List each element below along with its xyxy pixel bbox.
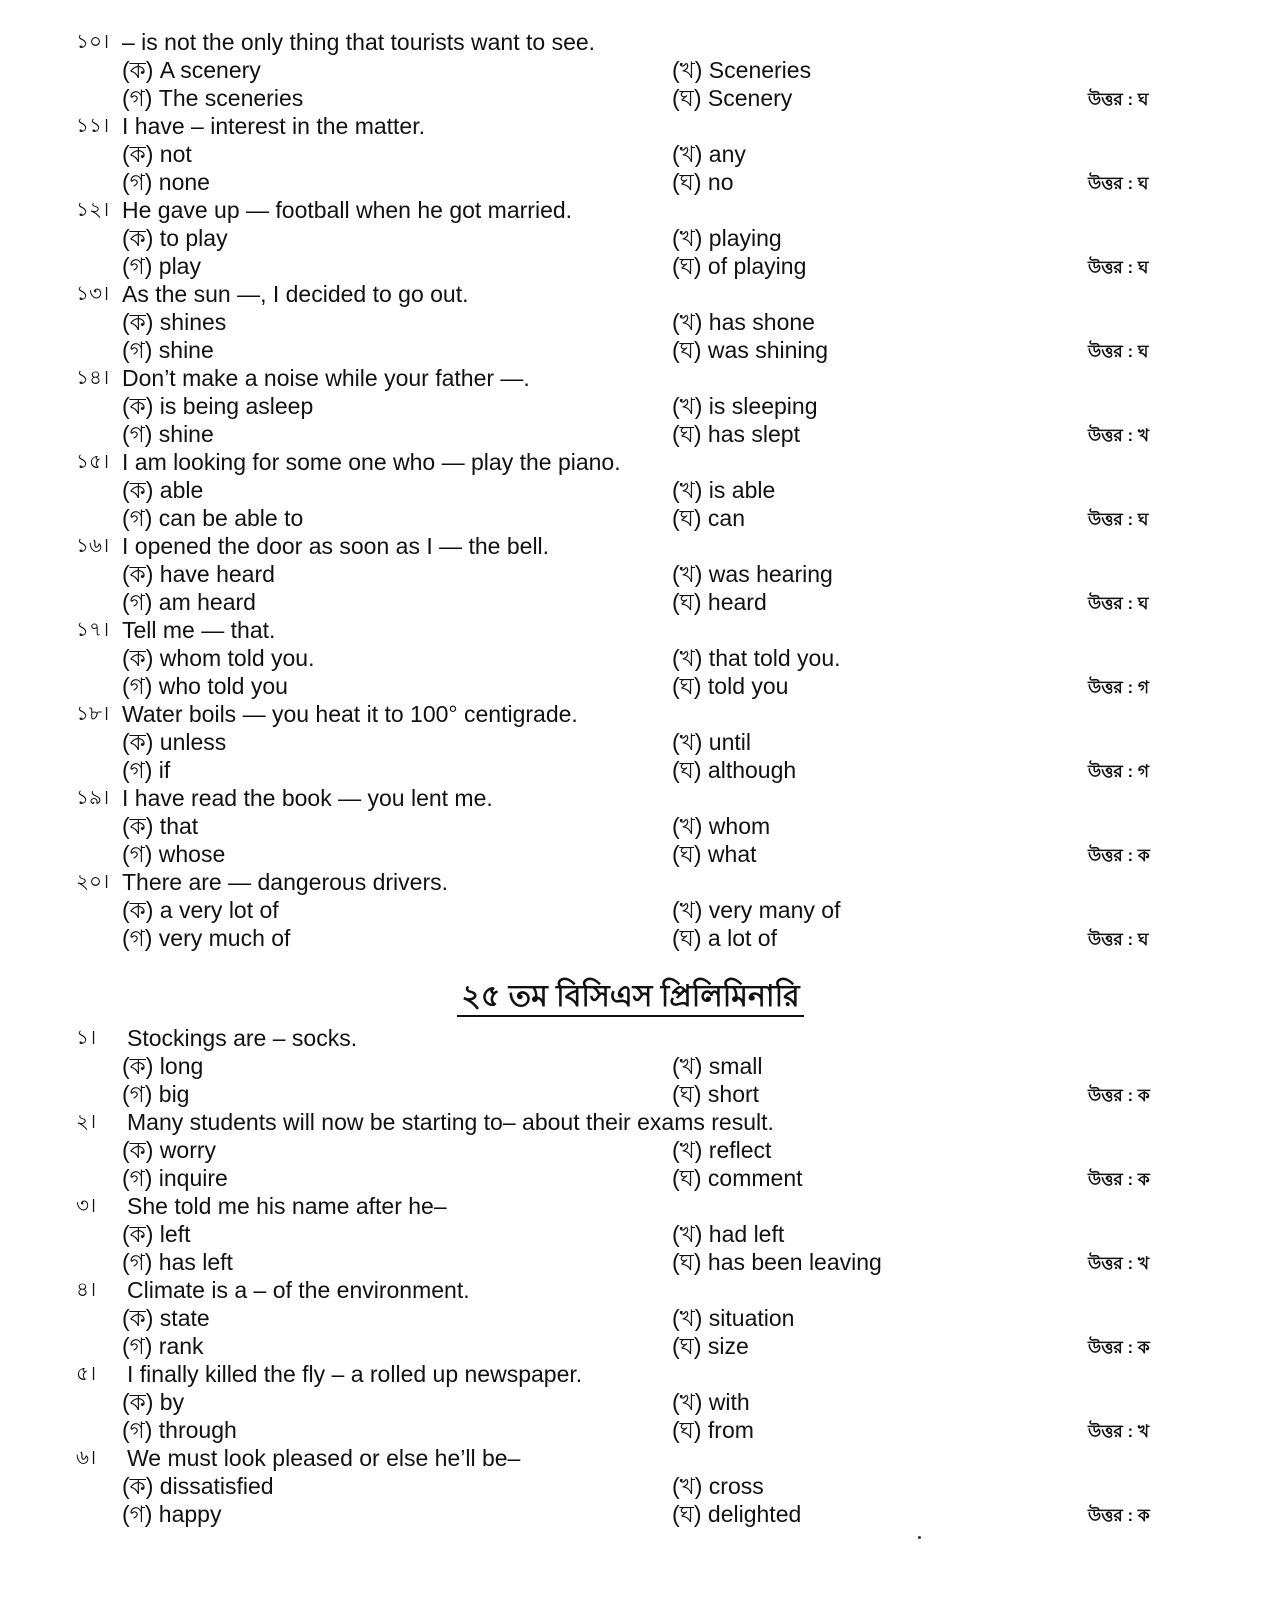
question-text: Don’t make a noise while your father —. [122,365,530,391]
option-gha: (ঘ) size [672,1333,749,1359]
section-heading-text: ২৫ তম বিসিএস প্রিলিমিনারি [457,980,803,1017]
stray-mark [918,1536,921,1539]
option-gha: (ঘ) although [672,757,797,783]
question-line [0,784,1261,812]
option-ka: (ক) state [122,1305,210,1331]
option-ka: (ক) is being asleep [122,393,314,419]
question-line [0,1360,1261,1388]
options-row [0,1388,1261,1416]
options-row [0,812,1261,840]
options-row [0,1332,1261,1360]
options-row [0,1500,1261,1528]
question-line [0,364,1261,392]
option-ka: (ক) shines [122,309,227,335]
answer-label: উত্তর : ঘ [1088,342,1149,361]
section-heading [0,972,1261,1023]
question-number: ১৪। [76,367,110,389]
question-text: – is not the only thing that tourists want to see. [122,29,596,55]
question-section-2 [0,1024,1261,1528]
option-ga: (গ) can be able to [122,505,304,531]
option-kha: (খ) whom [672,813,771,839]
option-ka: (ক) unless [122,729,227,755]
option-gha: (ঘ) of playing [672,253,807,279]
question-text: Many students will now be starting to– about their exams result. [127,1109,774,1135]
options-row [0,896,1261,924]
options-row [0,1248,1261,1276]
question-line [0,1108,1261,1136]
answer-label: উত্তর : ক [1088,846,1150,865]
option-ka: (ক) A scenery [122,57,261,83]
question-number: ১৩। [76,283,110,305]
question-text: We must look pleased or else he’ll be– [127,1445,521,1471]
option-kha: (খ) that told you. [672,645,841,671]
option-ga: (গ) happy [122,1501,222,1527]
options-row [0,1220,1261,1248]
option-ga: (গ) play [122,253,201,279]
options-row [0,1164,1261,1192]
question-number: ২। [76,1111,97,1133]
option-gha: (ঘ) no [672,169,734,195]
option-kha: (খ) has shone [672,309,815,335]
question-number: ৪। [76,1279,97,1301]
option-ka: (ক) whom told you. [122,645,315,671]
question-number: ২০। [76,871,110,893]
question-line [0,448,1261,476]
options-row [0,504,1261,532]
options-row [0,252,1261,280]
options-row [0,560,1261,588]
option-gha: (ঘ) Scenery [672,85,793,111]
option-gha: (ঘ) can [672,505,745,531]
options-row [0,644,1261,672]
options-row [0,924,1261,952]
option-gha: (ঘ) what [672,841,757,867]
answer-label: উত্তর : ঘ [1088,594,1149,613]
answer-label: উত্তর : ক [1088,1338,1150,1357]
question-number: ১৭। [76,619,110,641]
question-number: ১২। [76,199,110,221]
answer-label: উত্তর : গ [1088,762,1150,781]
options-row [0,728,1261,756]
option-kha: (খ) until [672,729,752,755]
options-row [0,1304,1261,1332]
answer-label: উত্তর : ঘ [1088,258,1149,277]
question-line [0,1192,1261,1220]
question-line [0,1276,1261,1304]
option-ka: (ক) a very lot of [122,897,279,923]
question-number: ১৮। [76,703,110,725]
option-kha: (খ) very many of [672,897,841,923]
answer-label: উত্তর : ক [1088,1086,1150,1105]
option-ka: (ক) left [122,1221,191,1247]
option-ga: (গ) very much of [122,925,291,951]
option-ka: (ক) long [122,1053,204,1079]
option-kha: (খ) playing [672,225,782,251]
option-ga: (গ) shine [122,337,214,363]
option-ga: (গ) whose [122,841,226,867]
options-row [0,224,1261,252]
options-row [0,168,1261,196]
option-ka: (ক) not [122,141,192,167]
option-gha: (ঘ) from [672,1417,754,1443]
options-row [0,476,1261,504]
option-ka: (ক) dissatisfied [122,1473,274,1499]
option-kha: (খ) Sceneries [672,57,812,83]
option-gha: (ঘ) heard [672,589,767,615]
question-text: I have read the book — you lent me. [122,785,493,811]
answer-label: উত্তর : খ [1088,1422,1150,1441]
option-ka: (ক) able [122,477,204,503]
question-item [0,1108,1261,1192]
answer-label: উত্তর : ক [1088,1170,1150,1189]
answer-label: উত্তর : খ [1088,426,1150,445]
question-text: There are — dangerous drivers. [122,869,448,895]
option-gha: (ঘ) a lot of [672,925,777,951]
question-text: Water boils — you heat it to 100° centigrade. [122,701,578,727]
option-ka: (ক) by [122,1389,185,1415]
question-item [0,1024,1261,1108]
option-gha: (ঘ) delighted [672,1501,802,1527]
option-ga: (গ) The sceneries [122,85,304,111]
option-kha: (খ) was hearing [672,561,833,587]
question-item [0,1276,1261,1360]
options-row [0,140,1261,168]
option-ka: (ক) to play [122,225,228,251]
question-text: I finally killed the fly – a rolled up newspaper. [127,1361,583,1387]
options-row [0,1052,1261,1080]
option-kha: (খ) with [672,1389,750,1415]
question-item [0,364,1261,448]
option-kha: (খ) cross [672,1473,764,1499]
option-gha: (ঘ) told you [672,673,789,699]
option-gha: (ঘ) short [672,1081,760,1107]
question-text: I opened the door as soon as I — the bell. [122,533,550,559]
options-row [0,588,1261,616]
question-item [0,28,1261,112]
options-row [0,840,1261,868]
option-ka: (ক) that [122,813,199,839]
question-text: She told me his name after he– [127,1193,447,1219]
option-ga: (গ) has left [122,1249,233,1275]
question-line [0,112,1261,140]
question-line [0,1024,1261,1052]
question-line [0,1444,1261,1472]
question-number: ১৬। [76,535,110,557]
question-item [0,448,1261,532]
option-ga: (গ) rank [122,1333,204,1359]
options-row [0,84,1261,112]
question-item [0,616,1261,700]
answer-label: উত্তর : ক [1088,1506,1150,1525]
question-number: ৩। [76,1195,97,1217]
options-row [0,1136,1261,1164]
option-ka: (ক) worry [122,1137,217,1163]
option-ga: (গ) through [122,1417,237,1443]
option-gha: (ঘ) has slept [672,421,800,447]
question-line [0,196,1261,224]
options-row [0,336,1261,364]
options-row [0,1416,1261,1444]
option-kha: (খ) reflect [672,1137,772,1163]
option-kha: (খ) is sleeping [672,393,818,419]
question-item [0,700,1261,784]
option-ga: (গ) none [122,169,210,195]
answer-label: উত্তর : ঘ [1088,930,1149,949]
question-item [0,1444,1261,1528]
question-number: ৫। [76,1363,97,1385]
answer-label: উত্তর : ঘ [1088,174,1149,193]
option-ka: (ক) have heard [122,561,275,587]
question-line [0,532,1261,560]
question-number: ১৯। [76,787,110,809]
options-row [0,308,1261,336]
options-row [0,1080,1261,1108]
question-item [0,1192,1261,1276]
question-number: ৬। [76,1447,97,1469]
option-gha: (ঘ) was shining [672,337,829,363]
answer-label: উত্তর : খ [1088,1254,1150,1273]
option-kha: (খ) had left [672,1221,785,1247]
question-line [0,700,1261,728]
option-ga: (গ) if [122,757,171,783]
option-kha: (খ) small [672,1053,763,1079]
question-line [0,616,1261,644]
option-gha: (ঘ) has been leaving [672,1249,882,1275]
question-text: Climate is a – of the environment. [127,1277,470,1303]
question-number: ১। [76,1027,97,1049]
option-gha: (ঘ) comment [672,1165,803,1191]
question-item [0,868,1261,952]
question-item [0,532,1261,616]
answer-label: উত্তর : ঘ [1088,510,1149,529]
question-number: ১০। [76,31,110,53]
question-item [0,196,1261,280]
options-row [0,672,1261,700]
question-text: I am looking for some one who — play the piano. [122,449,621,475]
option-ga: (গ) am heard [122,589,256,615]
question-text: Stockings are – socks. [127,1025,358,1051]
question-text: I have – interest in the matter. [122,113,425,139]
question-section-1 [0,28,1261,952]
options-row [0,1472,1261,1500]
option-ga: (গ) who told you [122,673,288,699]
question-line [0,868,1261,896]
question-text: He gave up — football when he got married. [122,197,573,223]
answer-label: উত্তর : ঘ [1088,90,1149,109]
options-row [0,420,1261,448]
options-row [0,756,1261,784]
question-line [0,280,1261,308]
question-line [0,28,1261,56]
option-kha: (খ) is able [672,477,776,503]
option-ga: (গ) inquire [122,1165,228,1191]
question-item [0,280,1261,364]
option-kha: (খ) any [672,141,746,167]
question-item [0,112,1261,196]
option-ga: (গ) shine [122,421,214,447]
option-kha: (খ) situation [672,1305,795,1331]
option-ga: (গ) big [122,1081,190,1107]
question-text: As the sun —, I decided to go out. [122,281,469,307]
question-item [0,1360,1261,1444]
options-row [0,56,1261,84]
question-number: ১৫। [76,451,110,473]
question-number: ১১। [76,115,110,137]
options-row [0,392,1261,420]
answer-label: উত্তর : গ [1088,678,1150,697]
question-text: Tell me — that. [122,617,276,643]
question-item [0,784,1261,868]
